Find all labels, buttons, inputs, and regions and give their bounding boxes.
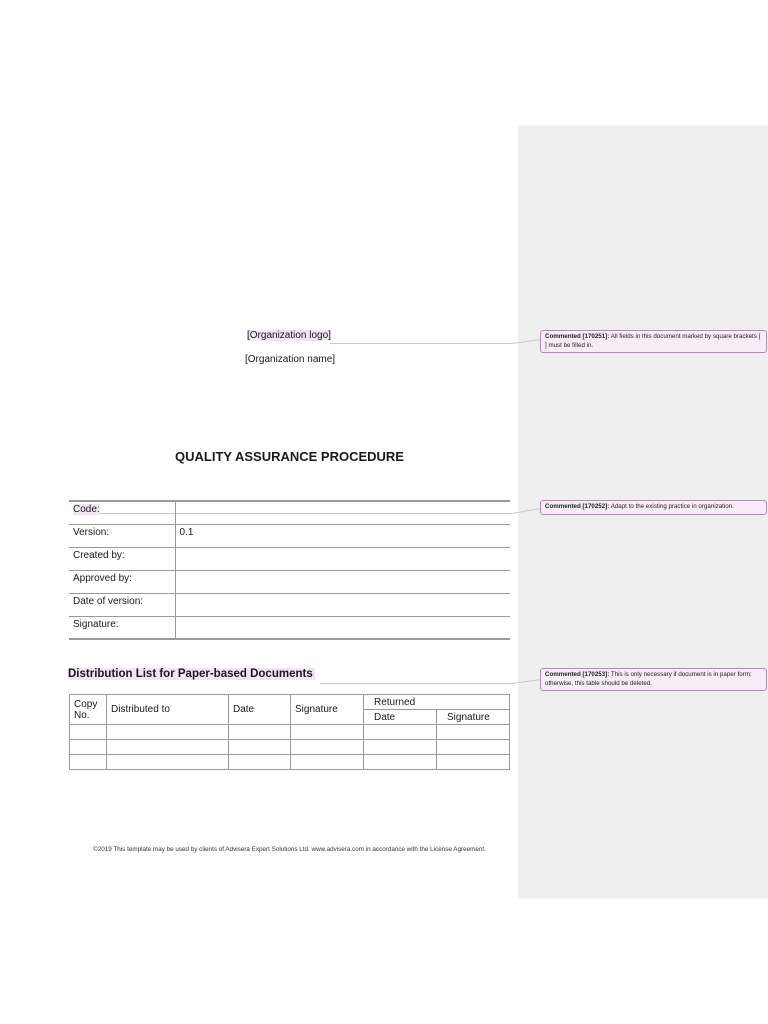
organization-logo-placeholder[interactable]: [Organization logo] (247, 330, 331, 341)
row-label: Code: (69, 501, 175, 524)
table-cell[interactable] (70, 740, 107, 755)
table-row (69, 547, 510, 570)
table-cell[interactable] (107, 725, 229, 740)
document-control-table (69, 500, 510, 640)
table-row (69, 593, 510, 616)
table-cell[interactable] (437, 725, 510, 740)
row-label: Version: (69, 524, 175, 547)
col-copy-no: Copy No. (70, 695, 107, 725)
table-cell[interactable] (229, 725, 291, 740)
comment-1[interactable] (540, 330, 767, 353)
table-cell[interactable] (291, 755, 364, 770)
comment-anchor-line-3 (320, 683, 512, 684)
organization-name-placeholder: [Organization name] (245, 354, 336, 365)
row-value[interactable] (175, 616, 510, 639)
table-cell[interactable] (291, 740, 364, 755)
comment-text: Adapt to the existing practice in organization. (610, 503, 734, 510)
row-value[interactable] (175, 547, 510, 570)
table-row (69, 524, 510, 547)
table-cell[interactable] (229, 755, 291, 770)
col-date: Date (229, 695, 291, 725)
col-returned: Returned (364, 695, 510, 710)
col-returned-signature: Signature (437, 710, 510, 725)
table-cell[interactable] (364, 755, 437, 770)
comment-author: Commented [170252]: (545, 503, 610, 510)
row-value[interactable] (175, 501, 510, 524)
document-title: QUALITY ASSURANCE PROCEDURE (175, 449, 404, 464)
table-row (70, 755, 510, 770)
col-signature: Signature (291, 695, 364, 725)
comment-author: Commented [170253]: (545, 671, 610, 678)
comment-3[interactable] (540, 668, 767, 691)
comment-2[interactable] (540, 500, 767, 515)
table-row (70, 740, 510, 755)
table-cell[interactable] (229, 740, 291, 755)
comment-text: All fields in this document marked by square brackets [ ] must be filled in. (545, 333, 761, 349)
row-value[interactable] (175, 593, 510, 616)
table-row (69, 616, 510, 639)
table-cell[interactable] (364, 740, 437, 755)
comment-author: Commented [170251]: (545, 333, 610, 340)
table-cell[interactable] (364, 725, 437, 740)
distribution-table (69, 694, 510, 770)
table-row (69, 570, 510, 593)
license-footer: ©2019 This template may be used by clients of Advisera Expert Solutions Ltd. www.advisera.com in accordance with the License Agreement. (93, 846, 486, 853)
table-cell[interactable] (107, 755, 229, 770)
col-distributed-to: Distributed to (107, 695, 229, 725)
row-label: Approved by: (69, 570, 175, 593)
table-cell[interactable] (70, 725, 107, 740)
comment-anchor-line-1 (330, 343, 512, 344)
distribution-list-heading: Distribution List for Paper-based Documents (68, 668, 313, 680)
row-value[interactable] (175, 570, 510, 593)
row-value[interactable]: 0.1 (175, 524, 510, 547)
table-cell[interactable] (437, 740, 510, 755)
col-returned-date: Date (364, 710, 437, 725)
row-label: Signature: (69, 616, 175, 639)
table-row (70, 725, 510, 740)
row-label: Date of version: (69, 593, 175, 616)
table-cell[interactable] (291, 725, 364, 740)
table-cell[interactable] (107, 740, 229, 755)
table-cell[interactable] (70, 755, 107, 770)
row-label: Created by: (69, 547, 175, 570)
table-cell[interactable] (437, 755, 510, 770)
comment-text: This is only necessary if document is in paper form; otherwise, this table should be deleted. (545, 671, 752, 687)
table-row (69, 501, 510, 524)
